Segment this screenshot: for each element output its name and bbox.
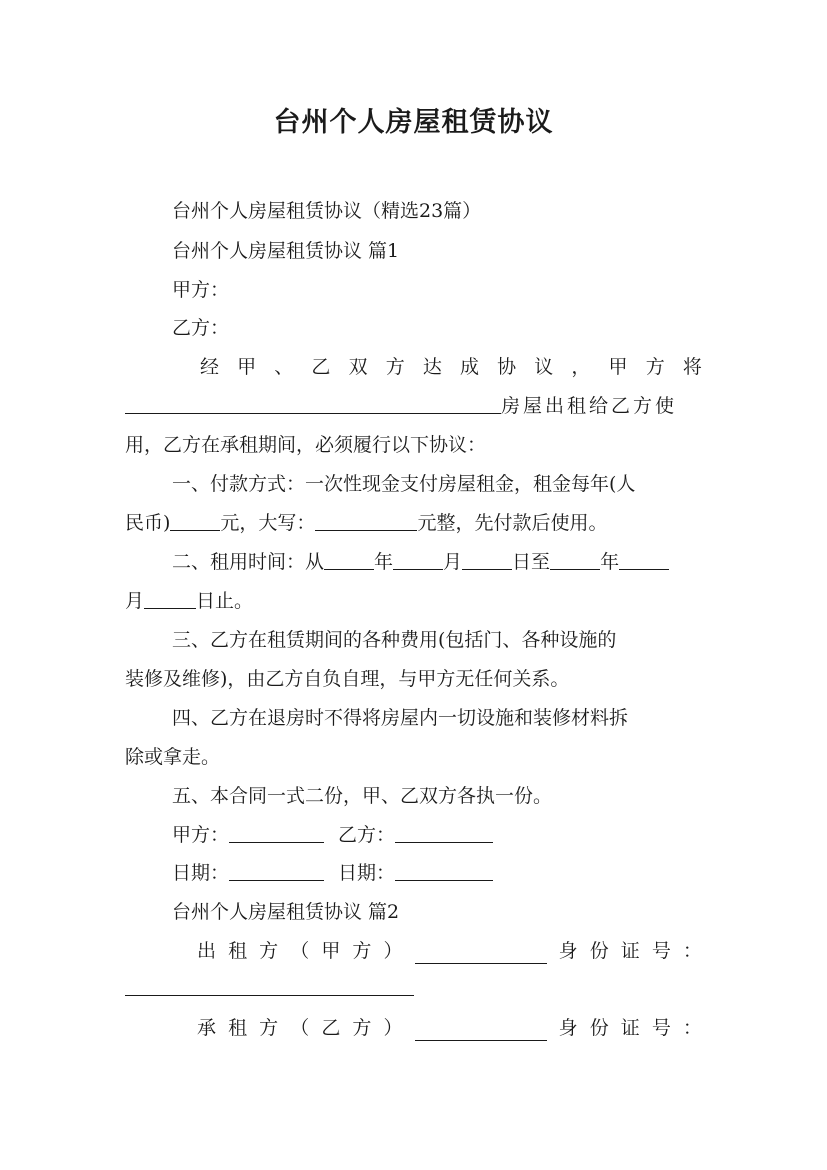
- month-label: 月: [125, 590, 145, 612]
- clause-2-text-a: 二、租用时间：从: [172, 551, 325, 573]
- lessor-char: 甲: [321, 940, 341, 962]
- lessee-char: ）: [383, 1017, 403, 1039]
- date-line: [172, 860, 702, 886]
- document-title: 台州个人房屋租赁协议: [273, 107, 554, 138]
- date-a-label: 日期：: [172, 862, 230, 884]
- id-char: 份: [589, 940, 609, 962]
- end-month-blank[interactable]: [619, 549, 669, 570]
- sign-a-label: 甲方：: [172, 824, 230, 846]
- party-a-label: 甲方：: [172, 279, 230, 301]
- date-b-label: 日期：: [338, 862, 396, 884]
- intro-char: 达: [422, 356, 442, 378]
- sign-b-label: 乙方：: [338, 824, 396, 846]
- lessor-char: 租: [228, 940, 248, 962]
- lessor-line: [197, 938, 702, 964]
- lessor-id-blank[interactable]: [125, 975, 414, 996]
- id-char: 身: [558, 940, 578, 962]
- end-label: 日止。: [196, 590, 254, 612]
- sign-a-blank[interactable]: [229, 822, 324, 843]
- id-char: 份: [589, 1017, 609, 1039]
- clause-1-text-b: 元，大写：: [220, 512, 316, 534]
- intro-char: 成: [459, 356, 479, 378]
- sign-b-blank[interactable]: [395, 822, 493, 843]
- date-a-blank[interactable]: [229, 860, 324, 881]
- clause-1-text-c: 元整，先付款后使用。: [417, 512, 608, 534]
- id-char: ：: [682, 940, 702, 962]
- lessor-name-blank[interactable]: [415, 943, 547, 964]
- amount-words-blank[interactable]: [315, 510, 417, 531]
- intro-char: 甲: [608, 356, 628, 378]
- clause-4-line-2: 除或拿走。: [125, 746, 221, 768]
- id-char: 证: [620, 940, 640, 962]
- clause-1-text-a: 民币): [125, 512, 171, 534]
- section-heading-2: 台州个人房屋租赁协议 篇2: [172, 901, 400, 923]
- end-day-blank[interactable]: [144, 588, 196, 609]
- start-year-blank[interactable]: [324, 549, 374, 570]
- end-year-blank[interactable]: [550, 549, 600, 570]
- lessor-char: ）: [383, 940, 403, 962]
- clause-2-line-2: [125, 588, 702, 614]
- intro-char: 将: [682, 356, 702, 378]
- id-char: 身: [558, 1017, 578, 1039]
- clause-1-line-1: 一、付款方式：一次性现金支付房屋租金，租金每年(人: [172, 473, 636, 495]
- id-char: 号: [651, 940, 671, 962]
- intro-char: 双: [348, 356, 368, 378]
- year-label: 年: [374, 551, 394, 573]
- clause-3-line-2: 装修及维修)，由乙方自负自理，与甲方无任何关系。: [125, 668, 570, 690]
- lessee-line: [197, 1015, 702, 1041]
- signature-line: [172, 822, 702, 848]
- intro-char: 经: [200, 356, 220, 378]
- lessee-name-blank[interactable]: [415, 1020, 547, 1041]
- subtitle: 台州个人房屋租赁协议（精选23篇）: [172, 200, 482, 222]
- intro-line-2: [125, 393, 702, 419]
- lessor-char: 方: [352, 940, 372, 962]
- start-month-blank[interactable]: [393, 549, 443, 570]
- intro-line-2-text: 房屋出租给乙方使: [501, 395, 678, 417]
- lessee-char: （: [290, 1017, 310, 1039]
- lessee-char: 乙: [321, 1017, 341, 1039]
- id-char: ：: [682, 1017, 702, 1039]
- intro-char: 方: [385, 356, 405, 378]
- intro-line-1: [200, 354, 702, 380]
- lessee-char: 承: [197, 1017, 217, 1039]
- lessee-char: 方: [259, 1017, 279, 1039]
- lessor-char: 方: [259, 940, 279, 962]
- party-b-label: 乙方：: [172, 317, 230, 339]
- month-label: 月: [443, 551, 463, 573]
- intro-line-3: 用，乙方在承租期间，必须履行以下协议：: [125, 434, 487, 456]
- intro-char: ，: [571, 356, 591, 378]
- year-label: 年: [600, 551, 620, 573]
- clause-3-line-1: 三、乙方在租赁期间的各种费用(包括门、各种设施的: [172, 629, 617, 651]
- lessor-id-line: [125, 975, 702, 1001]
- property-blank[interactable]: [125, 393, 501, 414]
- amount-blank[interactable]: [170, 510, 220, 531]
- intro-char: 协: [497, 356, 517, 378]
- start-day-blank[interactable]: [462, 549, 512, 570]
- intro-char: 甲: [237, 356, 257, 378]
- lessor-char: 出: [197, 940, 217, 962]
- clause-4-line-1: 四、乙方在退房时不得将房屋内一切设施和装修材料拆: [172, 707, 629, 729]
- intro-char: 乙: [311, 356, 331, 378]
- lessee-char: 方: [352, 1017, 372, 1039]
- lessor-char: （: [290, 940, 310, 962]
- to-label: 日至: [512, 551, 551, 573]
- clause-5: 五、本合同一式二份，甲、乙双方各执一份。: [172, 785, 553, 807]
- intro-char: 、: [274, 356, 294, 378]
- id-char: 号: [651, 1017, 671, 1039]
- date-b-blank[interactable]: [395, 860, 493, 881]
- intro-char: 方: [645, 356, 665, 378]
- section-heading-1: 台州个人房屋租赁协议 篇1: [172, 240, 400, 262]
- clause-2-line-1: [172, 549, 702, 575]
- clause-1-line-2: [125, 510, 702, 536]
- intro-char: 议: [534, 356, 554, 378]
- id-char: 证: [620, 1017, 640, 1039]
- lessee-char: 租: [228, 1017, 248, 1039]
